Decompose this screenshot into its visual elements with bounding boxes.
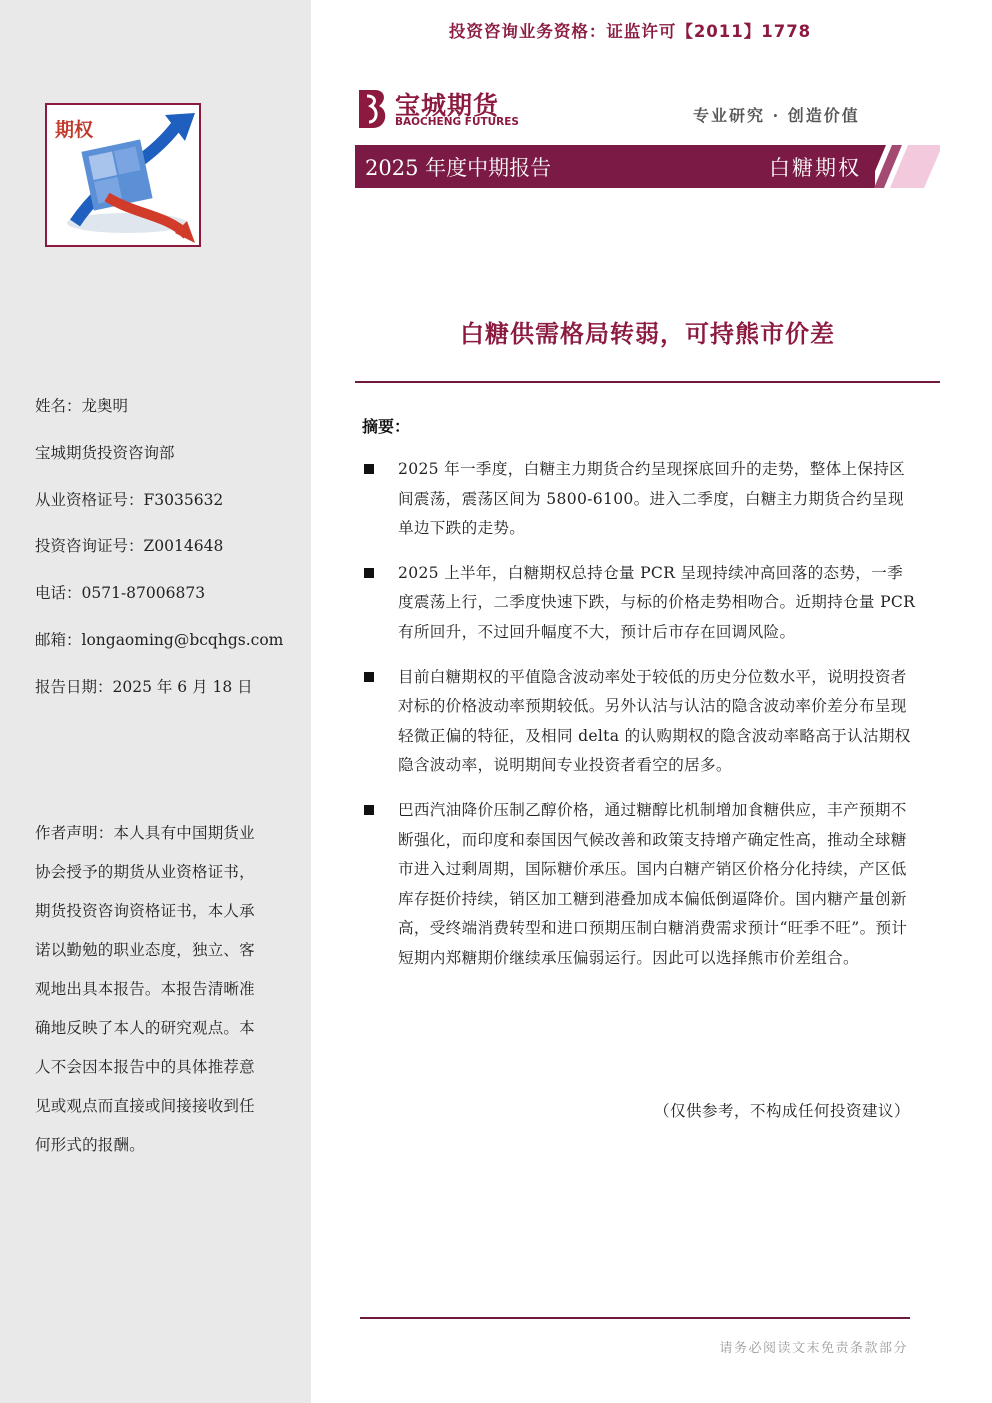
summary-item <box>362 796 917 974</box>
summary-item <box>362 663 917 781</box>
title-banner <box>355 145 875 188</box>
report-type: 2025 年度中期报告 <box>365 156 552 180</box>
summary-item <box>362 559 917 648</box>
logo-text: 期权 <box>55 119 94 141</box>
summary-item <box>362 455 917 544</box>
bullet-square-icon <box>364 464 374 474</box>
brand-name-en: BAOCHENG FUTURES <box>395 116 519 128</box>
email: 邮箱：longaoming@bcqhgs.com <box>35 630 284 649</box>
bullet-square-icon <box>364 568 374 578</box>
footer-text: 请务必阅读文末免责条款部分 <box>719 1341 908 1356</box>
summary-title: 摘要： <box>362 417 411 436</box>
brand-mark-icon <box>355 86 393 132</box>
qualification-number: 从业资格证号：F3035632 <box>35 490 224 509</box>
summary-item-text: 目前白糖期权的平值隐含波动率处于较低的历史分位数水平，说明投资者对标的价格波动率预期较低。另外认沽与认沽的隐含波动率价差分布呈现轻微正偏的特征，及相同 delta 的认购期权的隐含波动率略高于认沽期权隐含波动率，说明期间专业投资者看空的居多。 <box>398 667 911 775</box>
footer-divider <box>360 1317 910 1319</box>
consulting-number: 投资咨询证号：Z0014648 <box>35 537 224 556</box>
banner-stripes <box>860 145 940 188</box>
summary-item-text: 巴西汽油降价压制乙醇价格，通过糖醇比机制增加食糖供应，丰产预期不断强化，而印度和泰国因气候改善和政策支持增产确定性高，推动全球糖市进入过剩周期，国际糖价承压。国内白糖产销区价格分化持续，产区低库存挺价持续，销区加工糖到港叠加成本偏低倒逼降价。国内糖产量创新高，受终端消费转型和进口预期压制白糖消费需求预计“旺季不旺”。预计短期内郑糖期价继续承压偏弱运行。因此可以选择熊市价差组合。 <box>398 800 908 967</box>
bullet-square-icon <box>364 672 374 682</box>
bullet-square-icon <box>364 805 374 815</box>
department: 宝城期货投资咨询部 <box>35 443 175 462</box>
brand-logo <box>355 86 555 132</box>
author-declaration: 作者声明：本人具有中国期货业协会授予的期货从业资格证书，期货投资咨询资格证书，本人承诺以勤勉的职业态度，独立、客观地出具本报告。本报告清晰准确地反映了本人的研究观点。本人不会因本报告中的具体推荐意见或观点而直接或间接接收到任何形式的报酬。 <box>35 824 255 1154</box>
slogan: 专业研究 · 创造价值 <box>693 106 860 125</box>
divider <box>355 381 940 383</box>
report-headline: 白糖供需格局转弱，可持熊市价差 <box>460 320 835 348</box>
sidebar <box>0 0 311 1403</box>
author-info <box>35 393 283 721</box>
summary-item-text: 2025 上半年，白糖期权总持仓量 PCR 呈现持续冲高回落的态势，一季度震荡上行，二季度快速下跌，与标的价格走势相吻合。近期持仓量 PCR 有所回升，不过回升幅度不大，预计后市存在回调风险。 <box>398 563 916 641</box>
report-date: 报告日期：2025 年 6 月 18 日 <box>35 677 253 696</box>
options-logo-image <box>45 103 201 247</box>
product-name: 白糖期权 <box>769 156 861 180</box>
summary-item-text: 2025 年一季度，白糖主力期货合约呈现探底回升的走势，整体上保持区间震荡，震荡区间为 5800-6100。进入二季度，白糖主力期货合约呈现单边下跌的走势。 <box>398 460 906 538</box>
summary-list <box>362 455 917 974</box>
phone: 电话：0571-87006873 <box>35 584 206 603</box>
brand-name-cn: 宝城期货 <box>395 91 500 120</box>
disclaimer-note: （仅供参考，不构成任何投资建议） <box>653 1102 910 1120</box>
author-name: 姓名：龙奥明 <box>35 397 129 415</box>
license-line: 投资咨询业务资格：证监许可【2011】1778 <box>448 22 812 41</box>
